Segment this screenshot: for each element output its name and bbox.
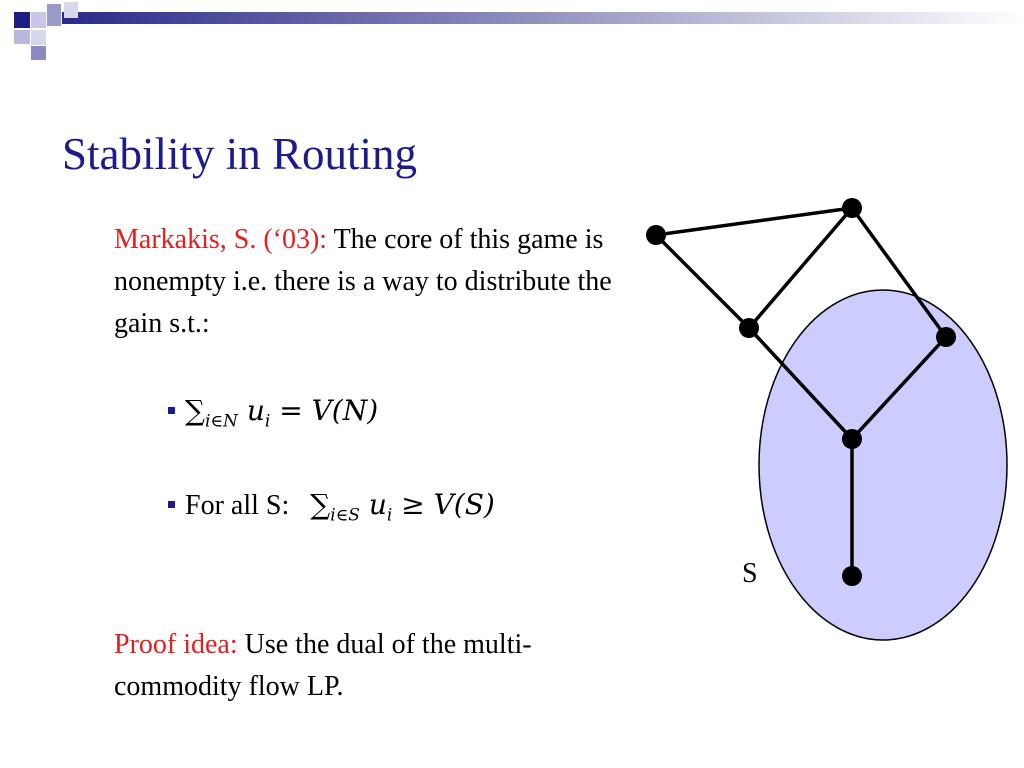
bullet-coalition-prefix: For all S: xyxy=(185,490,290,521)
graph-node xyxy=(936,327,956,347)
graph-node xyxy=(842,429,862,449)
graph-node xyxy=(646,225,666,245)
theorem-statement: The core of this game is nonempty i.e. there is a way to distribute the gain s.t.: xyxy=(114,224,612,339)
decorative-header-bar xyxy=(0,0,1024,70)
square-bullet-icon xyxy=(168,501,175,508)
proof-paragraph xyxy=(114,624,659,708)
bullet-efficiency xyxy=(168,390,378,443)
network-graph xyxy=(630,190,1024,650)
coalition-region xyxy=(759,290,1007,640)
proof-label: Proof idea: xyxy=(114,629,238,660)
graph-node xyxy=(739,318,759,338)
citation: Markakis, S. (‘03): xyxy=(114,224,328,255)
bullet-coalition xyxy=(168,484,495,537)
graph-node xyxy=(842,566,862,586)
coalition-label: S xyxy=(742,558,758,589)
theorem-paragraph xyxy=(114,219,659,345)
slide-title: Stability in Routing xyxy=(62,129,418,179)
proof-text: Use the dual of the multi-commodity flow LP. xyxy=(114,629,532,702)
graph-node xyxy=(842,198,862,218)
efficiency-formula: $\sum_{i\in N}$ $u_i = V(N)$ xyxy=(185,394,379,432)
coalition-formula: $\sum_{i\in S}$ $u_i \ge V(S)$ xyxy=(310,488,495,526)
square-bullet-icon xyxy=(168,407,175,414)
